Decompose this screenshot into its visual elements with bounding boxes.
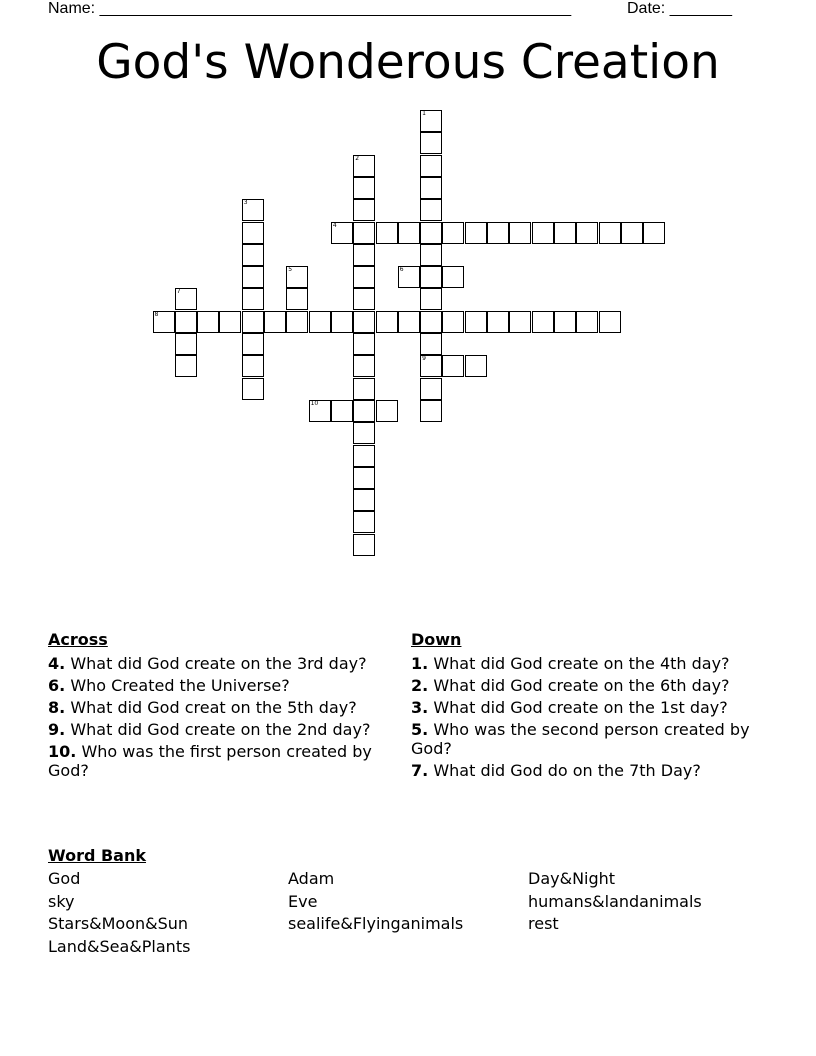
clue-down-2 bbox=[411, 676, 756, 695]
word-bank-item: Land&Sea&Plants bbox=[48, 937, 191, 957]
crossword-cell[interactable] bbox=[420, 378, 442, 400]
crossword-cell[interactable] bbox=[242, 333, 264, 355]
crossword-cell[interactable] bbox=[420, 244, 442, 266]
crossword-cell[interactable] bbox=[420, 311, 442, 333]
crossword-cell[interactable] bbox=[219, 311, 241, 333]
crossword-cell[interactable] bbox=[420, 110, 442, 132]
clue-number: 7. bbox=[411, 761, 429, 780]
clue-down-7 bbox=[411, 761, 756, 780]
clue-text: What did God create on the 4th day? bbox=[433, 654, 730, 673]
clue-number-label: 8 bbox=[154, 310, 159, 318]
crossword-cell[interactable] bbox=[621, 222, 643, 244]
clue-number: 8. bbox=[48, 698, 66, 717]
crossword-cell[interactable] bbox=[353, 244, 375, 266]
crossword-cell[interactable] bbox=[442, 311, 464, 333]
crossword-cell[interactable] bbox=[353, 155, 375, 177]
crossword-cell[interactable] bbox=[286, 288, 308, 310]
word-bank-item: humans&landanimals bbox=[528, 891, 702, 911]
crossword-cell[interactable] bbox=[420, 199, 442, 221]
word-bank-item: Eve bbox=[288, 891, 318, 911]
crossword-cell[interactable] bbox=[442, 222, 464, 244]
crossword-cell[interactable] bbox=[309, 311, 331, 333]
clue-text: What did God create on the 3rd day? bbox=[70, 654, 367, 673]
clue-text: Who Created the Universe? bbox=[70, 676, 290, 695]
crossword-cell[interactable] bbox=[554, 222, 576, 244]
crossword-cell[interactable] bbox=[331, 311, 353, 333]
crossword-cell[interactable] bbox=[353, 333, 375, 355]
name-field-label[interactable]: Name: _____________________________________________________ bbox=[48, 0, 572, 17]
crossword-cell[interactable] bbox=[353, 288, 375, 310]
clue-number: 3. bbox=[411, 698, 429, 717]
clue-across-4 bbox=[48, 654, 388, 673]
across-heading: Across bbox=[48, 630, 108, 649]
crossword-cell[interactable] bbox=[465, 222, 487, 244]
clue-number-label: 2 bbox=[355, 154, 360, 162]
word-bank-column-1 bbox=[48, 868, 190, 959]
crossword-cell[interactable] bbox=[420, 400, 442, 422]
crossword-cell[interactable] bbox=[264, 311, 286, 333]
crossword-cell[interactable] bbox=[242, 378, 264, 400]
clue-number-label: 10 bbox=[310, 399, 319, 407]
date-field-label[interactable]: Date: _______ bbox=[627, 0, 732, 17]
crossword-cell[interactable] bbox=[465, 355, 487, 377]
crossword-cell[interactable] bbox=[153, 311, 175, 333]
clue-across-9 bbox=[48, 720, 388, 739]
clue-text: What did God create on the 1st day? bbox=[433, 698, 728, 717]
down-clues bbox=[411, 654, 756, 783]
crossword-cell[interactable] bbox=[420, 177, 442, 199]
crossword-cell[interactable] bbox=[353, 266, 375, 288]
clue-number-label: 9 bbox=[422, 355, 426, 363]
crossword-cell[interactable] bbox=[420, 288, 442, 310]
crossword-cell[interactable] bbox=[353, 311, 375, 333]
crossword-cell[interactable] bbox=[353, 511, 375, 533]
crossword-cell[interactable] bbox=[175, 311, 197, 333]
crossword-cell[interactable] bbox=[175, 288, 197, 310]
clue-number-label: 1 bbox=[422, 110, 426, 117]
clue-number-label: 7 bbox=[176, 288, 181, 296]
crossword-cell[interactable] bbox=[242, 288, 264, 310]
crossword-cell[interactable] bbox=[599, 222, 621, 244]
crossword-cell[interactable] bbox=[353, 445, 375, 467]
clue-number: 10. bbox=[48, 742, 77, 761]
crossword-cell[interactable] bbox=[420, 222, 442, 244]
clue-number-label: 4 bbox=[332, 221, 337, 229]
clue-across-10 bbox=[48, 742, 388, 780]
clue-text: What did God do on the 7th Day? bbox=[433, 761, 701, 780]
clue-number: 4. bbox=[48, 654, 66, 673]
crossword-cell[interactable] bbox=[532, 222, 554, 244]
crossword-cell[interactable] bbox=[487, 222, 509, 244]
crossword-cell[interactable] bbox=[331, 222, 353, 244]
crossword-cell[interactable] bbox=[442, 355, 464, 377]
crossword-cell[interactable] bbox=[420, 155, 442, 177]
word-bank-item: God bbox=[48, 869, 81, 888]
crossword-cell[interactable] bbox=[353, 177, 375, 199]
crossword-cell[interactable] bbox=[420, 132, 442, 154]
page-title: God's Wonderous Creation bbox=[96, 35, 720, 90]
crossword-cell[interactable] bbox=[509, 222, 531, 244]
crossword-cell[interactable] bbox=[353, 467, 375, 489]
crossword-cell[interactable] bbox=[599, 311, 621, 333]
crossword-cell[interactable] bbox=[442, 266, 464, 288]
crossword-cell[interactable] bbox=[242, 199, 264, 221]
clue-text: What did God create on the 2nd day? bbox=[70, 720, 371, 739]
crossword-cell[interactable] bbox=[242, 244, 264, 266]
crossword-cell[interactable] bbox=[353, 534, 375, 556]
clue-number: 1. bbox=[411, 654, 429, 673]
crossword-cell[interactable] bbox=[420, 266, 442, 288]
word-bank-item: Stars&Moon&Sun bbox=[48, 914, 189, 934]
crossword-cell[interactable] bbox=[309, 400, 331, 422]
clue-text: What did God create on the 6th day? bbox=[433, 676, 730, 695]
crossword-cell[interactable] bbox=[175, 333, 197, 355]
crossword-cell[interactable] bbox=[532, 311, 554, 333]
word-bank-column-2 bbox=[288, 868, 463, 936]
clue-number-label: 3 bbox=[243, 199, 248, 207]
crossword-cell[interactable] bbox=[576, 222, 598, 244]
down-heading: Down bbox=[411, 630, 462, 649]
crossword-cell[interactable] bbox=[376, 222, 398, 244]
word-bank-item: sky bbox=[48, 891, 75, 911]
word-bank-item: Day&Night bbox=[528, 869, 616, 888]
crossword-cell[interactable] bbox=[286, 311, 308, 333]
crossword-cell[interactable] bbox=[286, 266, 308, 288]
crossword-cell[interactable] bbox=[353, 378, 375, 400]
clue-number: 6. bbox=[48, 676, 66, 695]
clue-across-8 bbox=[48, 698, 388, 717]
word-bank-item: Adam bbox=[288, 869, 335, 888]
crossword-cell[interactable] bbox=[242, 266, 264, 288]
word-bank-item: rest bbox=[528, 914, 559, 934]
word-bank-item: sealife&Flyinganimals bbox=[288, 914, 464, 934]
word-bank-column-3 bbox=[528, 868, 702, 936]
clue-down-1 bbox=[411, 654, 756, 673]
crossword-cell[interactable] bbox=[175, 355, 197, 377]
clue-across-6 bbox=[48, 676, 388, 695]
clue-down-5 bbox=[411, 720, 756, 758]
crossword-cell[interactable] bbox=[353, 222, 375, 244]
crossword-cell[interactable] bbox=[353, 489, 375, 511]
crossword-cell[interactable] bbox=[398, 311, 420, 333]
crossword-cell[interactable] bbox=[509, 311, 531, 333]
crossword-cell[interactable] bbox=[242, 355, 264, 377]
crossword-cell[interactable] bbox=[242, 222, 264, 244]
clue-text: What did God creat on the 5th day? bbox=[70, 698, 357, 717]
crossword-cell[interactable] bbox=[376, 311, 398, 333]
crossword-cell[interactable] bbox=[353, 199, 375, 221]
crossword-cell[interactable] bbox=[487, 311, 509, 333]
clue-text: Who was the first person created by God? bbox=[48, 742, 372, 780]
crossword-cell[interactable] bbox=[420, 333, 442, 355]
crossword-cell[interactable] bbox=[398, 222, 420, 244]
crossword-cell[interactable] bbox=[242, 311, 264, 333]
crossword-cell[interactable] bbox=[331, 400, 353, 422]
crossword-cell[interactable] bbox=[576, 311, 598, 333]
crossword-cell[interactable] bbox=[554, 311, 576, 333]
crossword-cell[interactable] bbox=[398, 266, 420, 288]
clue-number-label: 5 bbox=[288, 266, 293, 274]
crossword-cell[interactable] bbox=[353, 422, 375, 444]
clue-text: Who was the second person created by God? bbox=[411, 720, 750, 758]
clue-down-3 bbox=[411, 698, 756, 717]
crossword-cell[interactable] bbox=[465, 311, 487, 333]
clue-number: 9. bbox=[48, 720, 66, 739]
crossword-cell[interactable] bbox=[376, 400, 398, 422]
crossword-cell[interactable] bbox=[353, 355, 375, 377]
crossword-cell[interactable] bbox=[420, 355, 442, 377]
word-bank-heading: Word Bank bbox=[48, 846, 147, 865]
clue-number: 5. bbox=[411, 720, 429, 739]
across-clues bbox=[48, 654, 388, 783]
crossword-cell[interactable] bbox=[643, 222, 665, 244]
clue-number: 2. bbox=[411, 676, 429, 695]
clue-number-label: 6 bbox=[399, 266, 404, 274]
crossword-cell[interactable] bbox=[353, 400, 375, 422]
crossword-cell[interactable] bbox=[197, 311, 219, 333]
